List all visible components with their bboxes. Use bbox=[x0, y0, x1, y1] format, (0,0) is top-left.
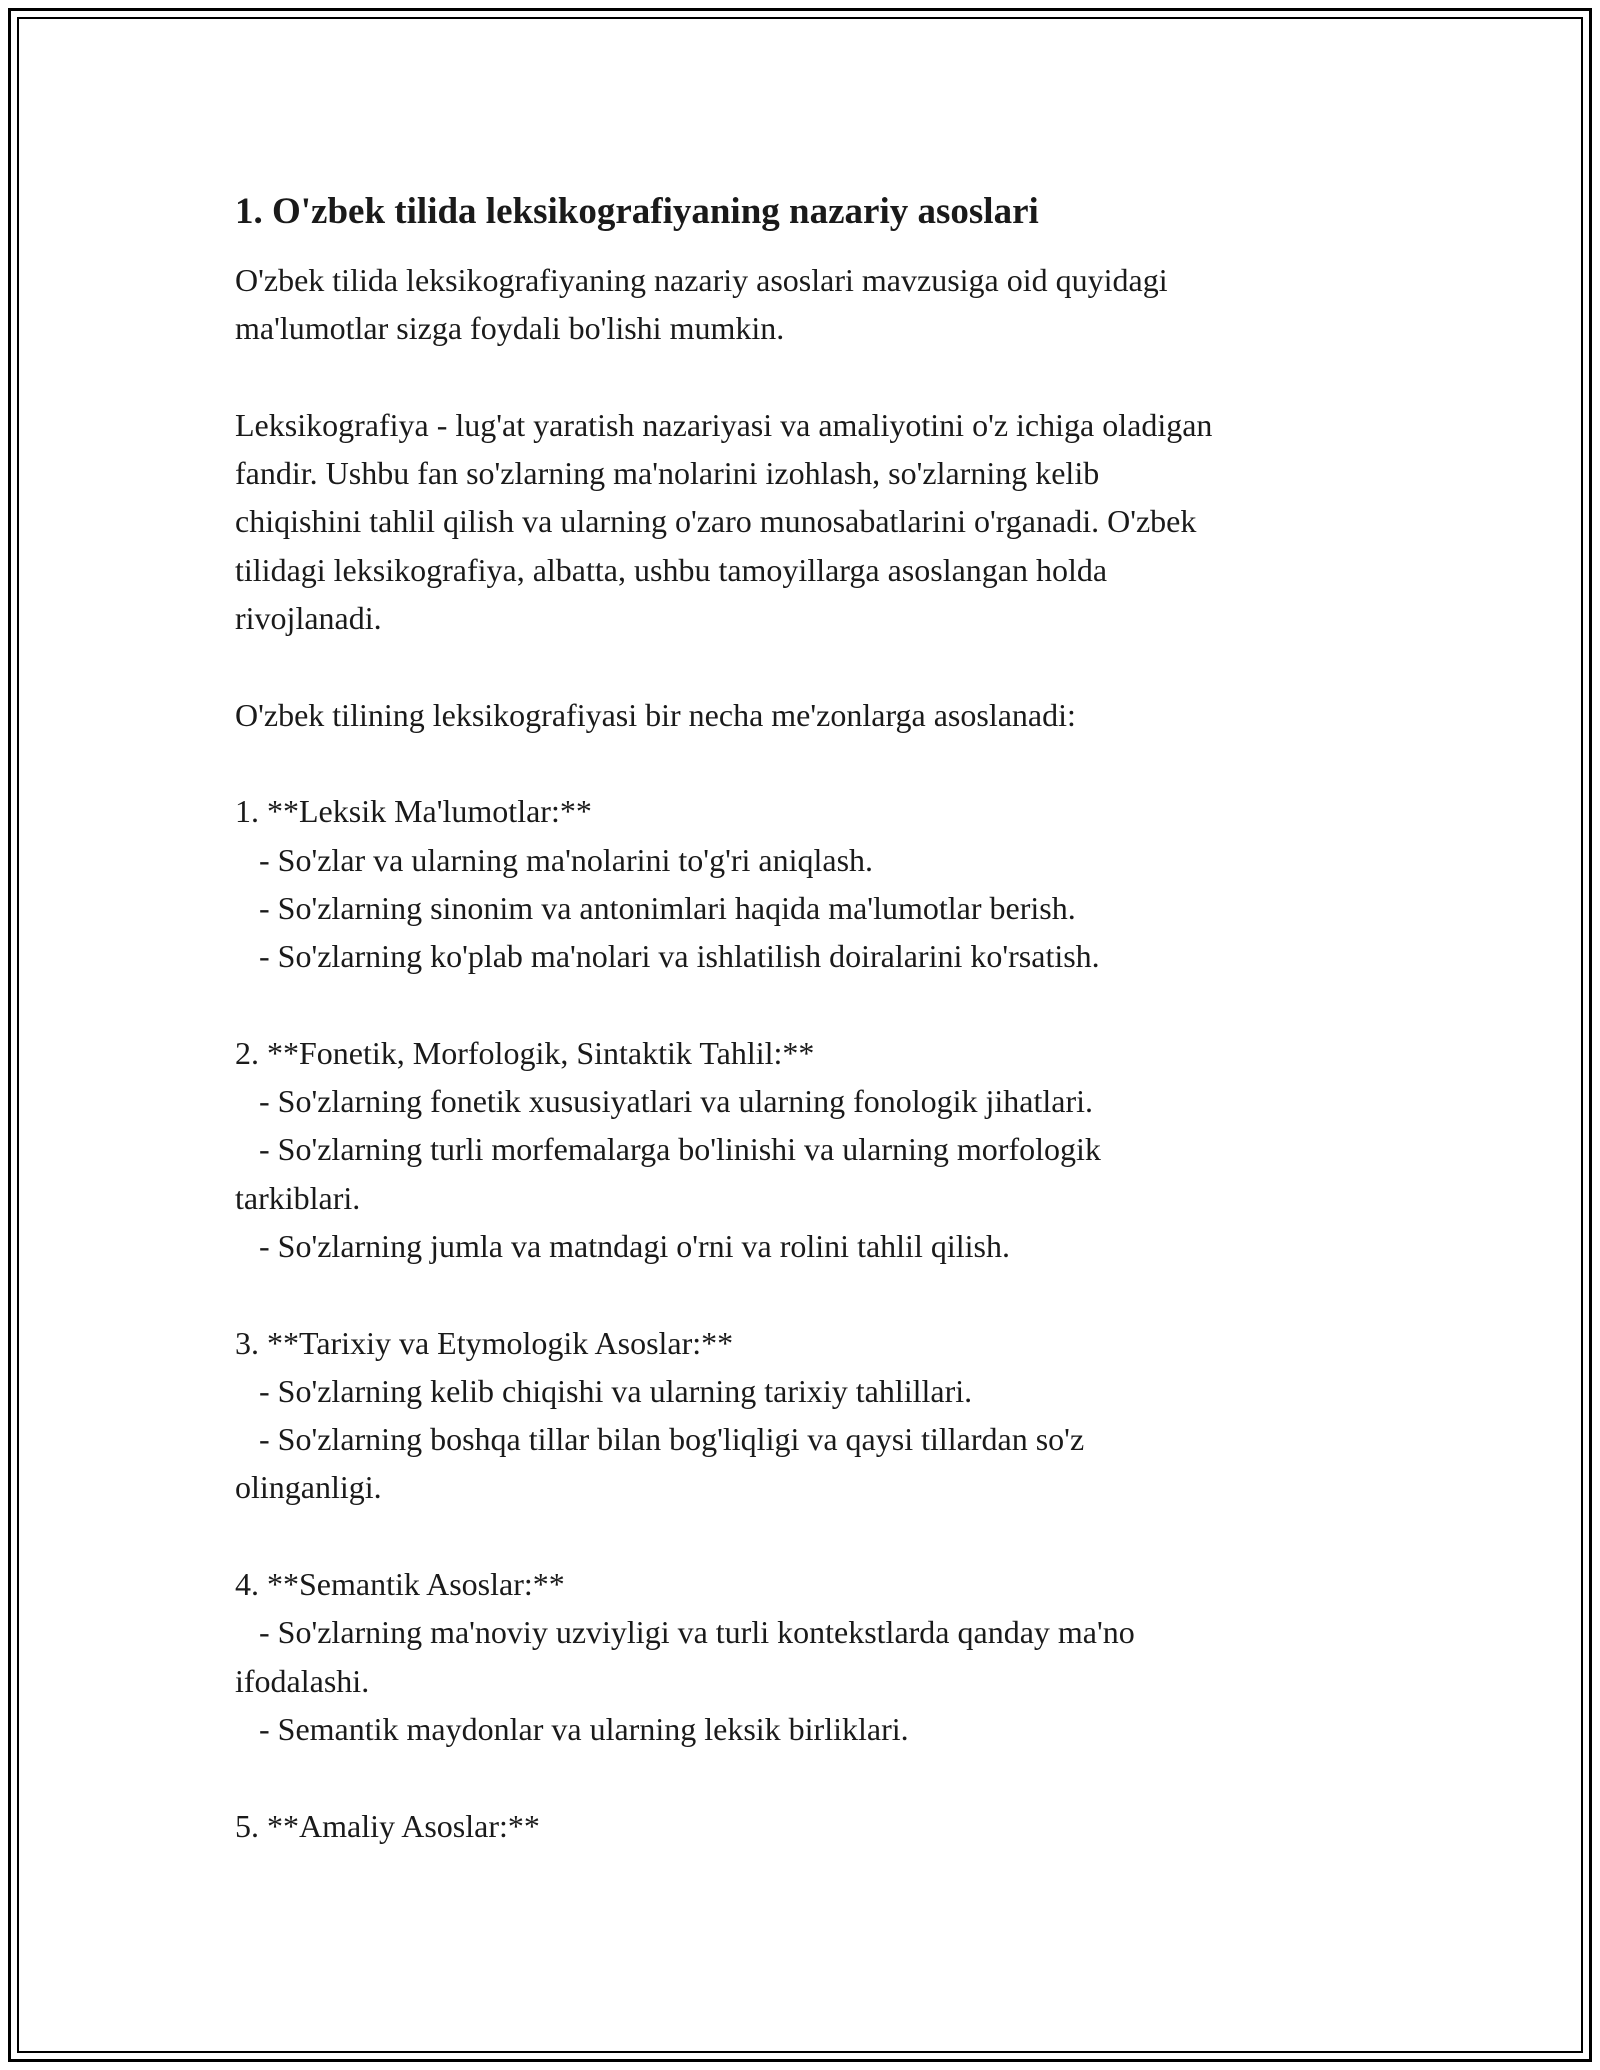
paragraph-gap bbox=[235, 980, 1385, 1028]
section-heading: 4. **Semantik Asoslar:** bbox=[235, 1566, 565, 1603]
paragraph-gap bbox=[235, 1753, 1385, 1801]
list-item: - So'zlarning ma'noviy uzviyligi va turli kontekstlarda qanday ma'no ifodalashi. bbox=[235, 1614, 1135, 1699]
list-item: - So'zlarning sinonim va antonimlari haqida ma'lumotlar berish. bbox=[235, 889, 1076, 926]
list-item: - So'zlarning kelib chiqishi va ularning tarixiy tahlillari. bbox=[235, 1372, 973, 1409]
criteria-intro-paragraph: O'zbek tilining leksikografiyasi bir necha me'zonlarga asoslanadi: bbox=[235, 696, 1076, 733]
list-item: - So'zlarning fonetik xususiyatlari va ularning fonologik jihatlari. bbox=[235, 1083, 1094, 1120]
document-title: 1. O'zbek tilida leksikografiyaning nazariy asoslari bbox=[235, 191, 1039, 232]
paragraph-gap bbox=[235, 642, 1385, 690]
section-heading: 5. **Amaliy Asoslar:** bbox=[235, 1807, 540, 1844]
list-item: - So'zlar va ularning ma'nolarini to'g'ri aniqlash. bbox=[235, 841, 874, 878]
definition-paragraph: Leksikografiya - lug'at yaratish nazariyasi va amaliyotini o'z ichiga oladigan fandir. Ushbu fan so'zlarning ma'nolarini izohlash, so'zlarning kelib chiqishini tahlil qilish va ularning o'zaro munosabatlarini o'rganadi. O'zbek tilidagi leksikografiya, albatta, ushbu tamoyillarga asoslangan holda rivojlanadi. bbox=[235, 406, 1213, 637]
section-semantik bbox=[235, 1560, 1385, 1753]
intro-paragraph: O'zbek tilida leksikografiyaning nazariy asoslari mavzusiga oid quyidagi ma'lumotlar sizga foydali bo'lishi mumkin. bbox=[235, 262, 1168, 347]
section-leksik bbox=[235, 787, 1385, 980]
list-item: - So'zlarning ko'plab ma'nolari va ishlatilish doiralarini ko'rsatish. bbox=[235, 938, 1100, 975]
list-item: - So'zlarning jumla va matndagi o'rni va rolini tahlil qilish. bbox=[235, 1227, 1010, 1264]
section-heading: 1. **Leksik Ma'lumotlar:** bbox=[235, 793, 592, 830]
list-item: - So'zlarning boshqa tillar bilan bog'liqligi va qaysi tillardan so'z olinganligi. bbox=[235, 1421, 1085, 1506]
paragraph-gap bbox=[235, 1270, 1385, 1318]
document-body bbox=[235, 188, 1385, 1850]
section-tarixiy bbox=[235, 1319, 1385, 1512]
list-item: - So'zlarning turli morfemalarga bo'linishi va ularning morfologik tarkiblari. bbox=[235, 1131, 1101, 1216]
paragraph-gap bbox=[235, 739, 1385, 787]
section-heading: 3. **Tarixiy va Etymologik Asoslar:** bbox=[235, 1324, 734, 1361]
paragraph-gap bbox=[235, 1512, 1385, 1560]
section-fonetik bbox=[235, 1029, 1385, 1270]
paragraph-gap bbox=[235, 353, 1385, 401]
section-amaliy bbox=[235, 1802, 1385, 1850]
section-heading: 2. **Fonetik, Morfologik, Sintaktik Tahlil:** bbox=[235, 1034, 815, 1071]
list-item: - Semantik maydonlar va ularning leksik birliklari. bbox=[235, 1710, 909, 1747]
